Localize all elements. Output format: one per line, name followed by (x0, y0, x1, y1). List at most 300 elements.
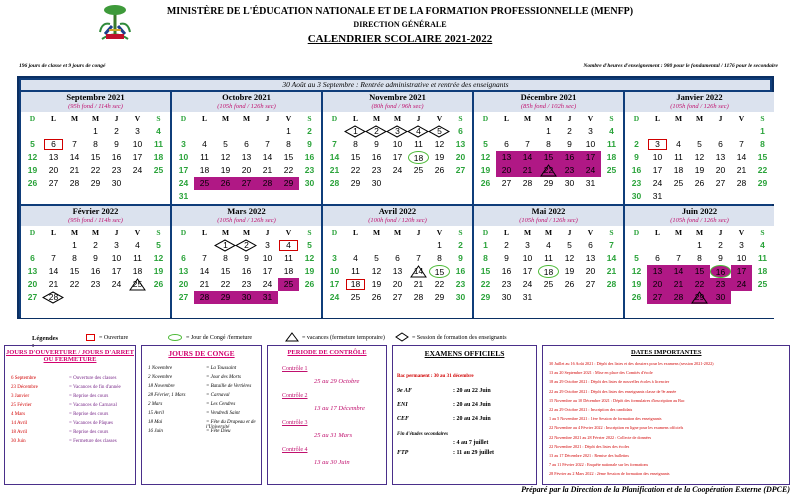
important-date-row: 15 Novembre au 10 Décembre 2021 : Dépôt des formulaires d'inscription au Bac (549, 397, 685, 403)
day-cell: 18 (606, 152, 617, 162)
important-date-row: 22 au 29 Octobre 2021 : Dépôt des listes des enseignants classe de 9e année (549, 388, 677, 394)
month-7 (323, 206, 472, 318)
day-cell: 25 (132, 279, 143, 289)
day-cell: 14 (736, 152, 747, 162)
month-hours: (105h fond / 126h sec) (670, 217, 729, 224)
month-header (323, 92, 472, 112)
day-cell: 23 (501, 279, 512, 289)
day-cell: 10 (132, 139, 143, 149)
vacation-triangle-icon (129, 278, 146, 291)
day-cell: 1 (483, 240, 488, 250)
important-date-row: 22 Novembre au 4 Février 2022 : Inscription en ligne pour les examens officiels (549, 425, 684, 431)
weekday-label: M (523, 228, 532, 237)
weekday-label: D (482, 114, 489, 123)
weekday-label: V (285, 114, 292, 123)
day-cell: 21 (262, 165, 273, 175)
weekday-label: S (760, 228, 765, 237)
day-cell: 4 (416, 126, 421, 136)
weekday-label: J (114, 114, 119, 123)
day-cell: 14 (69, 152, 80, 162)
day-cell: 9 (244, 253, 249, 263)
holiday-date: 15 Avril (148, 411, 164, 416)
month-name: Novembre 2021 (369, 92, 426, 102)
day-cell: 13 (241, 152, 252, 162)
legend-session: = Session de formation des enseignants (412, 335, 507, 341)
day-cell: 14 (413, 266, 424, 276)
day-cell: 28 (194, 291, 215, 304)
vacation-triangle-icon (410, 265, 427, 278)
weekday-label: D (633, 228, 640, 237)
weekday-label: L (654, 228, 660, 237)
important-date-row: 22 Novembre 2021 : Dépôt des listes des écoles (549, 443, 630, 449)
day-cell: 24 (262, 279, 273, 289)
day-cell: 28 (668, 291, 689, 304)
calendar-grid (17, 76, 774, 319)
day-cell: 15 (69, 266, 80, 276)
day-cell: 26 (631, 292, 642, 302)
day-cell: 27 (501, 178, 512, 188)
month-header (474, 206, 623, 226)
weekday-label: M (544, 114, 553, 123)
day-cell: 23 (455, 279, 466, 289)
day-cell: 22 (220, 279, 231, 289)
holiday-date: 2 Novembre (148, 375, 173, 380)
day-cell: 7 (51, 253, 56, 263)
day-cell: 7 (739, 139, 744, 149)
month-4 (625, 92, 774, 204)
holiday-name: = Bataille de Vertières (206, 384, 252, 389)
month-8 (474, 206, 623, 318)
day-cell: 18 (199, 165, 210, 175)
day-cell: 13 (715, 152, 726, 162)
month-0 (21, 92, 170, 204)
day-cell: 27 (585, 279, 596, 289)
opening-event: = Vacances de Carnaval (69, 403, 117, 408)
weekday-label: M (393, 228, 402, 237)
day-cell: 8 (546, 139, 551, 149)
day-cell: 30 (631, 191, 642, 201)
day-cell: 21 (199, 279, 210, 289)
opening-date: 3 Janvier (11, 394, 30, 399)
day-cell: 31 (652, 191, 663, 201)
opening-closing-title: JOURS D'OUVERTURE / JOURS D'ARRET OU FERMETURE (6, 349, 134, 363)
weekday-label: M (242, 114, 251, 123)
weekday-label: S (609, 228, 614, 237)
day-cell: 6 (458, 126, 463, 136)
day-cell: 31 (585, 178, 596, 188)
day-cell: 3 (525, 240, 530, 250)
day-cell: 17 (329, 279, 340, 289)
weekday-label: L (654, 114, 660, 123)
month-hours: (105h fond / 126h sec) (217, 103, 276, 110)
weekday-label: D (180, 114, 187, 123)
day-cell: 7 (265, 139, 270, 149)
day-cell: 30 (304, 178, 315, 188)
day-cell: 23 (371, 165, 382, 175)
day-cell: 5 (156, 240, 161, 250)
control-dates: 13 au 17 Décembre (314, 405, 365, 412)
day-cell: 14 (329, 152, 340, 162)
day-cell: 6 (395, 253, 400, 263)
month-hours: (105h fond / 126h sec) (670, 103, 729, 110)
day-cell: 11 (351, 266, 360, 276)
day-cell: 24 (329, 292, 340, 302)
day-cell: 25 (413, 165, 424, 175)
day-cell: 30 (455, 292, 466, 302)
weekday-label: M (674, 114, 683, 123)
hours-note: Nombre d'heures d'enseignement : 980 pour le fondamental / 1176 pour le secondaire (583, 63, 778, 69)
day-cell: 11 (674, 152, 683, 162)
day-cell: 17 (392, 152, 403, 162)
legend-square-icon (86, 334, 95, 341)
day-cell: 23 (559, 164, 580, 177)
day-cell: 24 (731, 278, 752, 291)
day-cell: 19 (304, 266, 315, 276)
opening-date: 30 Juin (11, 439, 26, 444)
day-cell: 18 (673, 165, 684, 175)
day-cell: 14 (517, 151, 538, 164)
day-cell: 5 (30, 139, 35, 149)
day-cell: 21 (48, 279, 59, 289)
day-cell: 9 (718, 253, 723, 263)
day-cell: 18 (757, 266, 768, 276)
day-cell: 7 (525, 139, 530, 149)
day-cell: 4 (156, 126, 161, 136)
month-hours: (95h fond / 114h sec) (68, 103, 123, 110)
legend-ouverture: = Ouverture (99, 335, 129, 341)
important-date-row: 22 Novembre 2021 au 28 Février 2022 : Collecte de données (549, 434, 652, 440)
day-cell: 10 (262, 253, 273, 263)
day-cell: 4 (353, 253, 358, 263)
training-diamond-icon (365, 125, 387, 138)
day-cell: 1 (93, 126, 98, 136)
day-cell: 29 (278, 177, 299, 190)
control-period-title: PERIODE DE CONTRÔLE (287, 349, 367, 356)
day-cell: 28 (257, 177, 278, 190)
day-cell: 28 (329, 178, 340, 188)
holidays-title: JOURS DE CONGE (168, 349, 235, 358)
month-6 (172, 206, 321, 318)
day-cell: 14 (262, 152, 273, 162)
day-cell: 2 (718, 240, 723, 250)
day-cell: 3 (332, 253, 337, 263)
important-date-row: 1 au 5 Novembre 2021 : 1ère Session de formation des enseignants (549, 416, 662, 422)
day-cell: 30 (236, 291, 257, 304)
day-cell: 24 (111, 279, 122, 289)
day-cell: 29 (434, 292, 445, 302)
day-cell: 21 (736, 165, 747, 175)
day-cell: 8 (437, 253, 442, 263)
weekday-label: M (221, 228, 230, 237)
day-cell: 20 (496, 164, 517, 177)
weekday-label: L (503, 228, 509, 237)
day-cell: 10 (111, 253, 122, 263)
day-cell: 13 (585, 253, 596, 263)
day-cell: 15 (689, 265, 710, 278)
day-cell: 17 (111, 266, 122, 276)
day-cell: 8 (483, 253, 488, 263)
day-cell: 1 (697, 240, 702, 250)
day-cell: 2 (244, 240, 249, 250)
weekday-label: J (567, 228, 572, 237)
weekday-label: M (70, 228, 79, 237)
weekday-label: J (718, 114, 723, 123)
day-cell: 22 (283, 165, 294, 175)
important-date-row: 13 au 17 Décembre 2021 : Remise des bulletins (549, 453, 630, 458)
day-cell: 2 (114, 126, 119, 136)
day-cell: 18 (538, 265, 559, 278)
month-name: Décembre 2021 (520, 92, 577, 102)
day-cell: 5 (437, 126, 442, 136)
day-cell: 6 (504, 139, 509, 149)
day-cell: 7 (416, 253, 421, 263)
day-cell: 10 (392, 139, 403, 149)
day-cell: 22 (434, 279, 445, 289)
day-cell: 22 (689, 278, 710, 291)
day-cell: 16 (371, 152, 382, 162)
weekday-label: V (738, 228, 745, 237)
month-hours: (100h fond / 120h sec) (368, 217, 427, 224)
month-hours: (80h fond / 96h sec) (371, 103, 424, 110)
legend-diamond-icon (395, 332, 409, 342)
day-cell: 29 (215, 291, 236, 304)
opening-date: 4 Mars (11, 412, 26, 417)
day-cell: 28 (413, 292, 424, 302)
day-cell: 8 (353, 139, 358, 149)
day-cell: 26 (564, 279, 575, 289)
opening-event: = Reprise des cours (69, 412, 109, 417)
month-header (21, 92, 170, 112)
day-cell: 14 (606, 253, 617, 263)
day-cell: 15 (350, 152, 361, 162)
day-cell: 18 (132, 266, 143, 276)
day-cell: 29 (543, 178, 554, 188)
weekday-label: V (436, 228, 443, 237)
weekday-label: J (567, 114, 572, 123)
day-cell: 3 (135, 126, 140, 136)
opening-event: = Ouverture des classes (69, 376, 117, 381)
day-cell: 4 (760, 240, 765, 250)
day-cell: 22 (480, 279, 491, 289)
day-cell: 17 (580, 151, 601, 164)
day-cell: 25 (673, 178, 684, 188)
holiday-name: = Carnaval (206, 393, 230, 398)
weekday-label: S (760, 114, 765, 123)
important-dates-title: DATES IMPORTANTES (631, 349, 702, 356)
weekday-label: V (285, 228, 292, 237)
day-cell: 24 (580, 164, 601, 177)
day-cell: 21 (329, 165, 340, 175)
days-note: 196 jours de classe et 9 jours de congé (19, 63, 106, 69)
weekday-label: D (29, 228, 36, 237)
important-date-row: 13 au 20 Septembre 2021 : Mise en place des Comités d'école (549, 370, 653, 376)
opening-event: = Vacances de Pâques (69, 421, 113, 426)
day-cell: 20 (585, 266, 596, 276)
day-cell: 28 (606, 279, 617, 289)
weekday-label: D (180, 228, 187, 237)
day-cell: 10 (329, 266, 340, 276)
day-cell: 19 (371, 279, 382, 289)
weekday-label: L (201, 228, 207, 237)
day-cell: 16 (304, 152, 315, 162)
day-cell: 18 (345, 278, 366, 291)
weekday-label: V (436, 114, 443, 123)
month-name: Janvier 2022 (676, 92, 723, 102)
day-cell: 25 (606, 165, 617, 175)
control-dates: 13 au 30 Juin (314, 459, 350, 466)
day-cell: 12 (694, 152, 705, 162)
day-cell: 27 (647, 291, 668, 304)
weekday-label: S (307, 228, 312, 237)
day-cell: 9 (567, 139, 572, 149)
day-cell: 5 (567, 240, 572, 250)
weekday-label: V (134, 114, 141, 123)
day-cell: 8 (286, 139, 291, 149)
day-cell: 19 (27, 165, 38, 175)
day-cell: 27 (715, 178, 726, 188)
day-cell: 29 (90, 178, 101, 188)
opening-event: = Reprise des cours (69, 394, 109, 399)
day-cell: 24 (522, 279, 533, 289)
ministry-title: MINISTÈRE DE L'ÉDUCATION NATIONALE ET DE LA FORMATION PROFESSIONNELLE (MENFP) (166, 6, 634, 17)
day-cell: 3 (395, 126, 400, 136)
day-cell: 25 (153, 165, 164, 175)
weekday-label: J (114, 228, 119, 237)
day-cell: 7 (72, 139, 77, 149)
weekday-label: V (587, 114, 594, 123)
important-date-row: 7 au 11 Février 2022 : Enquête nationale sur les formations (549, 462, 649, 468)
weekday-label: L (503, 114, 509, 123)
day-cell: 13 (48, 152, 59, 162)
day-cell: 6 (181, 253, 186, 263)
fin-etudes-label: Fin d'études secondaires (397, 432, 449, 437)
weekday-label: M (674, 228, 683, 237)
day-cell: 17 (132, 152, 143, 162)
day-cell: 12 (371, 266, 382, 276)
day-cell: 23 (241, 279, 252, 289)
day-cell: 13 (178, 266, 189, 276)
control-dates: 25 au 31 Mars (314, 432, 353, 439)
day-cell: 28 (522, 178, 533, 188)
day-cell: 16 (559, 151, 580, 164)
month-header (323, 206, 472, 226)
month-header (474, 92, 623, 112)
day-cell: 25 (757, 279, 768, 289)
day-cell: 28 (69, 178, 80, 188)
footer-credit: Préparé par la Direction de la Planification et de la Coopération Externe (DPCE) (521, 485, 790, 494)
month-header (21, 206, 170, 226)
day-cell: 6 (718, 139, 723, 149)
day-cell: 7 (609, 240, 614, 250)
day-cell: 5 (634, 253, 639, 263)
day-cell: 6 (655, 253, 660, 263)
weekday-label: V (587, 228, 594, 237)
holidays-box (141, 345, 262, 485)
weekday-label: M (695, 114, 704, 123)
bac-permanent: Bac permanent : 30 au 31 décembre (397, 374, 474, 379)
day-cell: 2 (567, 126, 572, 136)
day-cell: 2 (93, 240, 98, 250)
day-cell: 21 (413, 279, 424, 289)
day-cell: 30 (371, 178, 382, 188)
day-cell: 6 (43, 138, 64, 151)
holiday-name: = Fête Dieu (206, 429, 231, 434)
day-cell: 28 (48, 292, 59, 302)
day-cell: 30 (501, 292, 512, 302)
day-cell: 18 (153, 152, 164, 162)
day-cell: 16 (455, 266, 466, 276)
day-cell: 1 (353, 126, 358, 136)
day-cell: 9 (374, 139, 379, 149)
weekday-label: V (134, 228, 141, 237)
day-cell: 1 (72, 240, 77, 250)
day-cell: 5 (374, 253, 379, 263)
month-name: Mai 2022 (531, 206, 566, 216)
day-cell: 14 (48, 266, 59, 276)
day-cell: 15 (538, 151, 559, 164)
day-cell: 12 (27, 152, 38, 162)
holiday-name: = Jour des Morts (206, 375, 241, 380)
opening-date: 18 Avril (11, 430, 28, 435)
day-cell: 5 (307, 240, 312, 250)
weekday-label: M (372, 228, 381, 237)
ftp-dates: : 11 au 29 juillet (453, 450, 495, 456)
weekday-label: L (50, 114, 56, 123)
day-cell: 25 (350, 292, 361, 302)
day-cell: 14 (668, 265, 689, 278)
day-cell: 10 (522, 253, 533, 263)
month-name: Mars 2022 (227, 206, 266, 216)
legend-vacances: = vacances (fermeture temporaire) (302, 335, 385, 341)
day-cell: 25 (194, 177, 215, 190)
opening-event: = Fermeture des classes (69, 439, 117, 444)
training-diamond-icon (214, 239, 236, 252)
day-cell: 17 (262, 266, 273, 276)
month-hours: (105h fond / 126h sec) (519, 217, 578, 224)
day-cell: 4 (278, 239, 299, 252)
day-cell: 2 (307, 126, 312, 136)
day-cell: 1 (437, 240, 442, 250)
month-header (625, 206, 774, 226)
exam-dates: : 20 au 24 Juin (453, 416, 491, 422)
day-cell: 20 (27, 279, 38, 289)
day-cell: 27 (392, 292, 403, 302)
day-cell: 18 (408, 151, 429, 164)
weekday-label: J (265, 114, 270, 123)
weekday-label: J (718, 228, 723, 237)
weekday-label: M (544, 228, 553, 237)
day-cell: 12 (631, 266, 642, 276)
month-2 (323, 92, 472, 204)
day-cell: 11 (284, 253, 293, 263)
day-cell: 25 (278, 278, 299, 291)
weekday-label: J (416, 228, 421, 237)
month-header (172, 206, 321, 226)
day-cell: 19 (480, 165, 491, 175)
month-hours: (105h fond / 126h sec) (217, 217, 276, 224)
weekday-label: L (50, 228, 56, 237)
day-cell: 11 (133, 253, 142, 263)
weekday-label: S (156, 228, 161, 237)
month-1 (172, 92, 321, 204)
day-cell: 15 (283, 152, 294, 162)
opening-event: = Vacances de fin d'année (69, 385, 121, 390)
day-cell: 11 (607, 139, 616, 149)
day-cell: 27 (48, 178, 59, 188)
ftp-label: FTP (397, 450, 409, 456)
day-cell: 21 (606, 266, 617, 276)
day-cell: 26 (434, 165, 445, 175)
